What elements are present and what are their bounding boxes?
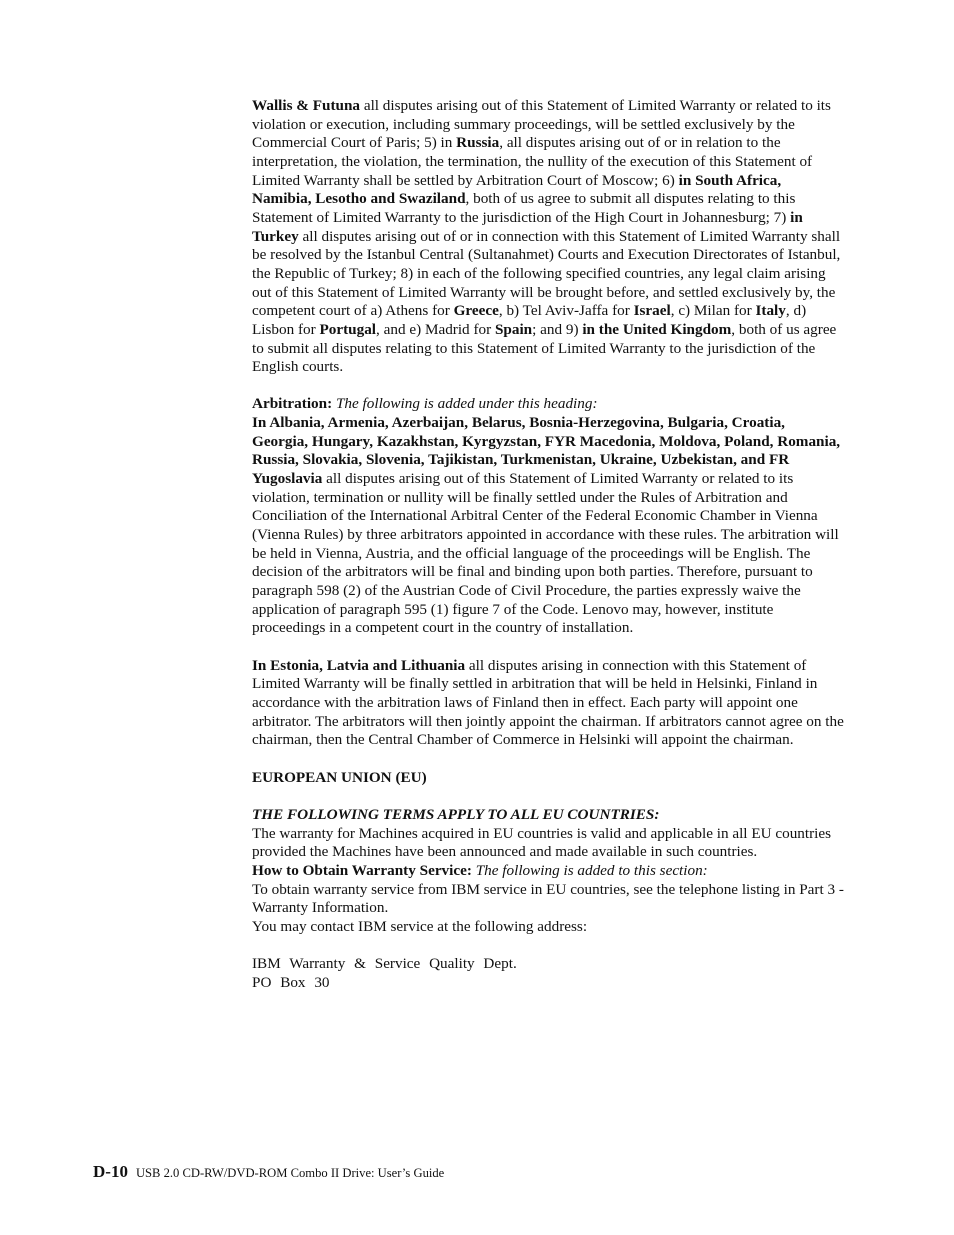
- eu-paragraph-validity: The warranty for Machines acquired in EU countries is valid and applicable in all EU countries provided the Machines have been announced and made available in such countries.: [252, 824, 832, 861]
- arbitration-note: The following is added under this heading:: [332, 395, 598, 413]
- country-name: Russia: [456, 134, 500, 152]
- eu-subheading: THE FOLLOWING TERMS APPLY TO ALL EU COUNTRIES:: [252, 805, 660, 823]
- service-heading: How to Obtain Warranty Service:: [252, 861, 472, 879]
- footer-title: USB 2.0 CD-RW/DVD-ROM Combo II Drive: User’s Guide: [135, 1166, 445, 1180]
- country-name: Wallis & Futuna: [252, 97, 361, 114]
- country-name: in South Africa, Namibia, Lesotho and Swaziland: [252, 171, 782, 208]
- country-list: In Estonia, Latvia and Lithuania: [252, 656, 466, 674]
- eu-service-heading-line: [252, 862, 844, 881]
- address-line: IBM Warranty & Service Quality Dept.: [252, 955, 517, 973]
- paragraph-baltic: In Estonia, Latvia and Lithuania all disputes arising in connection with this Statement of Limited Warranty will be finally settled in arbitration that will be held in Helsinki, Finland in accordance with the arbitration laws of Finland then in effect. Each party will appoint one arbitrator. The arbitrators will then jointly appoint the chairman. If arbitrators cannot agree on the chairman, then the Central Chamber of Commerce in Helsinki will appoint the chairman.: [252, 656, 844, 749]
- eu-paragraph-contact: You may contact IBM service at the following address:: [252, 917, 588, 935]
- page-footer: [93, 1160, 444, 1185]
- country-name: Greece: [453, 302, 499, 320]
- country-name: Portugal: [319, 320, 377, 338]
- document-body: [252, 97, 844, 992]
- arbitration-heading: Arbitration:: [252, 395, 333, 413]
- country-list: In Albania, Armenia, Azerbaijan, Belarus, Bosnia-Herzegovina, Bulgaria, Croatia, Georgia, Hungary, Kazakhstan, Kyrgyzstan, FYR Macedonia, Moldova, Poland, Romania, Russia, Slovakia, Slovenia, Tajikistan, Turkmenistan, Ukraine, Uzbekistan, and FR Yugoslavia: [252, 414, 841, 488]
- paragraph-jurisdiction: Wallis & Futuna all disputes arising out of this Statement of Limited Warranty or related to its violation or execution, including summary proceedings, will be settled exclusively by the Commercial Court of Paris; 5) in Russia, all disputes arising out of or in relation to the interpretation, the violation, the termination, the nullity of the execution of this Statement of Limited Warranty shall be settled by Arbitration Court of Moscow; 6) in South Africa, Namibia, Lesotho and Swaziland, both of us agree to submit all disputes relating to this Statement of Limited Warranty to the jurisdiction of the High Court in Johannesburg; 7) in Turkey all disputes arising out of or in connection with this Statement of Limited Warranty shall be resolved by the Istanbul Central (Sultanahmet) Courts and Execution Directorates of Istanbul, the Republic of Turkey; 8) in each of the following specified countries, any legal claim arising out of this Statement of Limited Warranty will be brought before, and settled exclusively by, the competent court of a) Athens for Greece, b) Tel Aviv-Jaffa for Israel, c) Milan for Italy, d) Lisbon for Portugal, and e) Madrid for Spain; and 9) in the United Kingdom, both of us agree to submit all disputes relating to this Statement of Limited Warranty to the jurisdiction of the English courts.: [252, 97, 841, 376]
- country-name: in Turkey: [252, 208, 803, 245]
- paragraph-arbitration: In Albania, Armenia, Azerbaijan, Belarus, Bosnia-Herzegovina, Bulgaria, Croatia, Georgia, Hungary, Kazakhstan, Kyrgyzstan, FYR Macedonia, Moldova, Poland, Romania, Russia, Slovakia, Slovenia, Tajikistan, Turkmenistan, Ukraine, Uzbekistan, and FR Yugoslavia all disputes arising out of this Statement of Limited Warranty or related to its violation, termination or nullity will be finally settled under the Rules of Arbitration and Conciliation of the International Arbitral Center of the Federal Economic Chamber in Vienna (Vienna Rules) by three arbitrators appointed in accordance with these rules. The arbitration will be held in Vienna, Austria, and the official language of the proceedings will be English. The decision of the arbitrators will be final and binding upon both parties. Therefore, pursuant to paragraph 598 (2) of the Austrian Code of Civil Procedure, the parties expressly waive the application of paragraph 595 (1) figure 7 of the Code. Lenovo may, however, institute proceedings in a competent court in the country of installation.: [252, 414, 841, 637]
- country-name: Israel: [633, 302, 671, 320]
- country-name: Italy: [755, 302, 786, 320]
- arbitration-heading-line: [252, 395, 844, 414]
- eu-paragraph-telephone: To obtain warranty service from IBM service in EU countries, see the telephone listing in Part 3 - Warranty Information.: [252, 880, 844, 917]
- service-note: The following is added to this section:: [471, 861, 708, 879]
- address-line: PO Box 30: [252, 973, 330, 991]
- country-name: Spain: [494, 320, 533, 338]
- country-name: in the United Kingdom: [582, 320, 732, 338]
- page-number: D-10: [93, 1162, 128, 1181]
- eu-heading: EUROPEAN UNION (EU): [252, 768, 427, 786]
